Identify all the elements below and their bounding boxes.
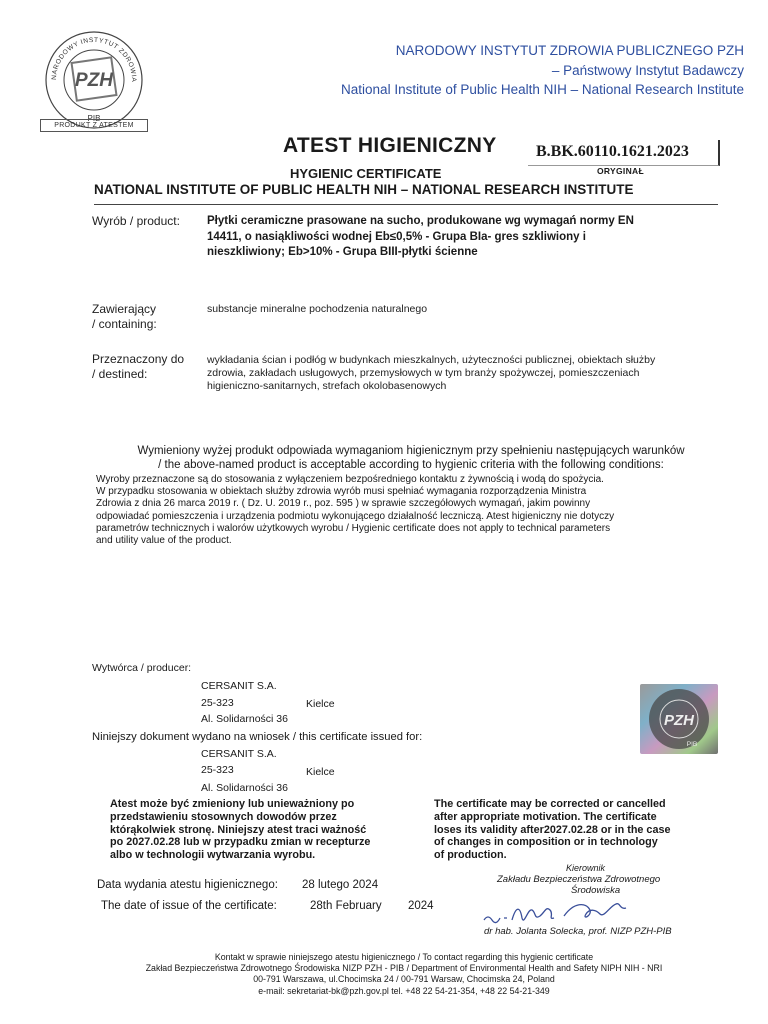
validity-statement-en <box>434 798 670 862</box>
institute-name-en: National Institute of Public Health NIH – National Research Institute <box>341 82 744 97</box>
product-badge: PRODUKT Z ATESTEM <box>40 119 148 132</box>
producer-street: Al. Solidarności 36 <box>201 713 288 725</box>
logo-ring-text: NARODOWY INSTYTUT ZDROWIA <box>50 36 138 83</box>
validity-line: of production. <box>434 849 507 862</box>
destined-label <box>92 352 184 382</box>
conditions-line: parametrów technicznych i walorów użytkowych wyrobu / Hygienic certificate does not apply to technical parameters <box>96 522 611 534</box>
product-description <box>207 214 722 261</box>
hologram-seal <box>640 684 718 754</box>
destined-label-en: / destined: <box>92 367 148 381</box>
issued-for-city: Kielce <box>306 766 335 778</box>
producer-city: Kielce <box>306 698 335 710</box>
validity-line: loses its validity after2027.02.28 or in the case <box>434 823 671 836</box>
hologram-monogram: PZH <box>664 712 694 729</box>
page-title: ATEST HIGIENICZNY <box>283 134 497 157</box>
hologram-pib: PIB <box>686 741 698 748</box>
validity-statement-pl <box>110 798 370 862</box>
validity-line: przedstawieniu stosownych dowodów przez <box>110 810 337 823</box>
containing-label <box>92 302 157 332</box>
containing-label-pl: Zawierający <box>92 302 157 316</box>
signature <box>474 894 674 930</box>
producer-label: Wytwórca / producer: <box>92 662 192 674</box>
destined-value <box>207 354 655 393</box>
validity-line: after appropriate motivation. The certificate <box>434 810 657 823</box>
destined-label-pl: Przeznaczony do <box>92 352 185 366</box>
validity-line: of changes in composition or in technology <box>434 836 658 849</box>
certificate-number: B.BK.60110.1621.2023 <box>536 143 689 160</box>
validity-line: The certificate may be corrected or cancelled <box>434 798 666 810</box>
containing-label-en: / containing: <box>92 317 157 331</box>
conditions-heading-en: / the above-named product is acceptable according to hygienic criteria with the following conditions: <box>158 459 664 471</box>
issue-date-value-en: 28th February <box>310 900 382 912</box>
issued-for-postcode: 25-323 <box>201 764 234 776</box>
divider <box>94 204 718 205</box>
pzh-logo <box>38 28 150 132</box>
footer-line: 00-791 Warszawa, ul.Chocimska 24 / 00-791 Warsaw, Chocimska 24, Poland <box>253 974 555 985</box>
conditions-line: Zdrowia z dnia 26 marca 2019 r. ( Dz. U. 2019 r., poz. 595 ) w sprawie szczegółowych wymagań, jakim powinny <box>96 498 591 510</box>
destined-line: higieniczno-sanitarnych, strefach okolobasenowych <box>207 380 447 392</box>
containing-value: substancje mineralne pochodzenia naturalnego <box>207 303 428 315</box>
issued-for-label: Niniejszy dokument wydano na wniosek / this certificate issued for: <box>92 731 423 743</box>
product-line: Płytki ceramiczne prasowane na sucho, produkowane wg wymagań normy EN <box>207 215 634 227</box>
conditions-heading <box>96 444 726 472</box>
footer-contact <box>84 952 724 997</box>
destined-line: wykładania ścian i podłóg w budynkach mieszkalnych, użyteczności publicznej, obiektach służby <box>207 354 656 366</box>
conditions-line: Wyroby przeznaczone są do stosowania z wyłączeniem bezpośredniego kontaktu z żywnością i wodą do spożycia. <box>96 474 604 485</box>
signatory-department-line2: Środowiska <box>571 885 621 896</box>
conditions-line: W przypadku stosowania w obiektach służby zdrowia wyrób musi spełniać wymagania rozporządzenia Ministra <box>96 486 587 498</box>
validity-line: albo w technologii wytwarzania wyrobu. <box>110 849 316 862</box>
footer-line: Zakład Bezpieczeństwa Zdrowotnego Środowiska NIZP PZH - PIB / Department of Environmental Health and Safety NIPH NIH - NRI <box>145 963 663 974</box>
subtitle-institute: NATIONAL INSTITUTE OF PUBLIC HEALTH NIH – NATIONAL RESEARCH INSTITUTE <box>94 182 634 197</box>
subtitle-hygienic-certificate: HYGIENIC CERTIFICATE <box>290 166 442 181</box>
signatory-name: dr hab. Jolanta Solecka, prof. NIZP PZH-PIB <box>484 926 672 937</box>
producer-name: CERSANIT S.A. <box>201 680 277 692</box>
institute-name-pl: NARODOWY INSTYTUT ZDROWIA PUBLICZNEGO PZH <box>395 43 744 58</box>
product-line: 14411, o nasiąkliwości wodnej Eb≤0,5% - Grupa BIa- gres szkliwiony i <box>207 230 586 243</box>
logo-monogram: PZH <box>75 70 113 91</box>
signatory-role: Kierownik <box>566 863 606 873</box>
destined-line: zdrowia, zakładach usługowych, przemysłowych w tym branży spożywczej, pomieszczeniach <box>207 367 640 379</box>
institute-type-pl: – Państwowy Instytut Badawczy <box>551 63 744 78</box>
conditions-body <box>96 474 726 547</box>
issue-date-value-pl: 28 lutego 2024 <box>302 879 379 891</box>
conditions-heading-pl: Wymieniony wyżej produkt odpowiada wymaganiom higienicznym przy spełnieniu następujących warunków <box>137 445 685 457</box>
validity-line: po 2027.02.28 lub w przypadku zmian w recepturze <box>110 836 371 849</box>
footer-line: Kontakt w sprawie niniejszego atestu higienicznego / To contact regarding this hygienic certificate <box>214 952 594 962</box>
signatory-department: Zakładu Bezpieczeństwa Zdrowotnego <box>497 874 661 885</box>
issue-date-year-en: 2024 <box>408 900 434 912</box>
validity-line: Atest może być zmieniony lub unieważniony po <box>110 798 355 810</box>
original-label: ORYGINAŁ <box>597 166 644 176</box>
conditions-line: odpowiadać pomieszczenia i urządzenia podmiotu wykonującego działalność leczniczą. Atest higieniczny nie dotyczy <box>96 510 615 522</box>
issue-date-label-en: The date of issue of the certificate: <box>101 900 277 912</box>
issued-for-street: Al. Solidarności 36 <box>201 782 288 794</box>
logo-pib: PIB <box>87 114 101 123</box>
producer-postcode: 25-323 <box>201 697 234 709</box>
product-line: nieszkliwiony; Eb>10% - Grupa BIII-płytki ścienne <box>207 246 478 258</box>
validity-line: którąkolwiek stronę. Niniejszy atest traci ważność <box>110 823 367 836</box>
conditions-line: and utility value of the product. <box>96 535 232 547</box>
product-label: Wyrób / product: <box>92 214 180 228</box>
footer-line: e-mail: sekretariat-bk@pzh.gov.pl tel. +48 22 54-21-354, +48 22 54-21-349 <box>258 985 550 996</box>
issued-for-name: CERSANIT S.A. <box>201 748 277 760</box>
issue-date-label-pl: Data wydania atestu higienicznego: <box>97 879 278 891</box>
